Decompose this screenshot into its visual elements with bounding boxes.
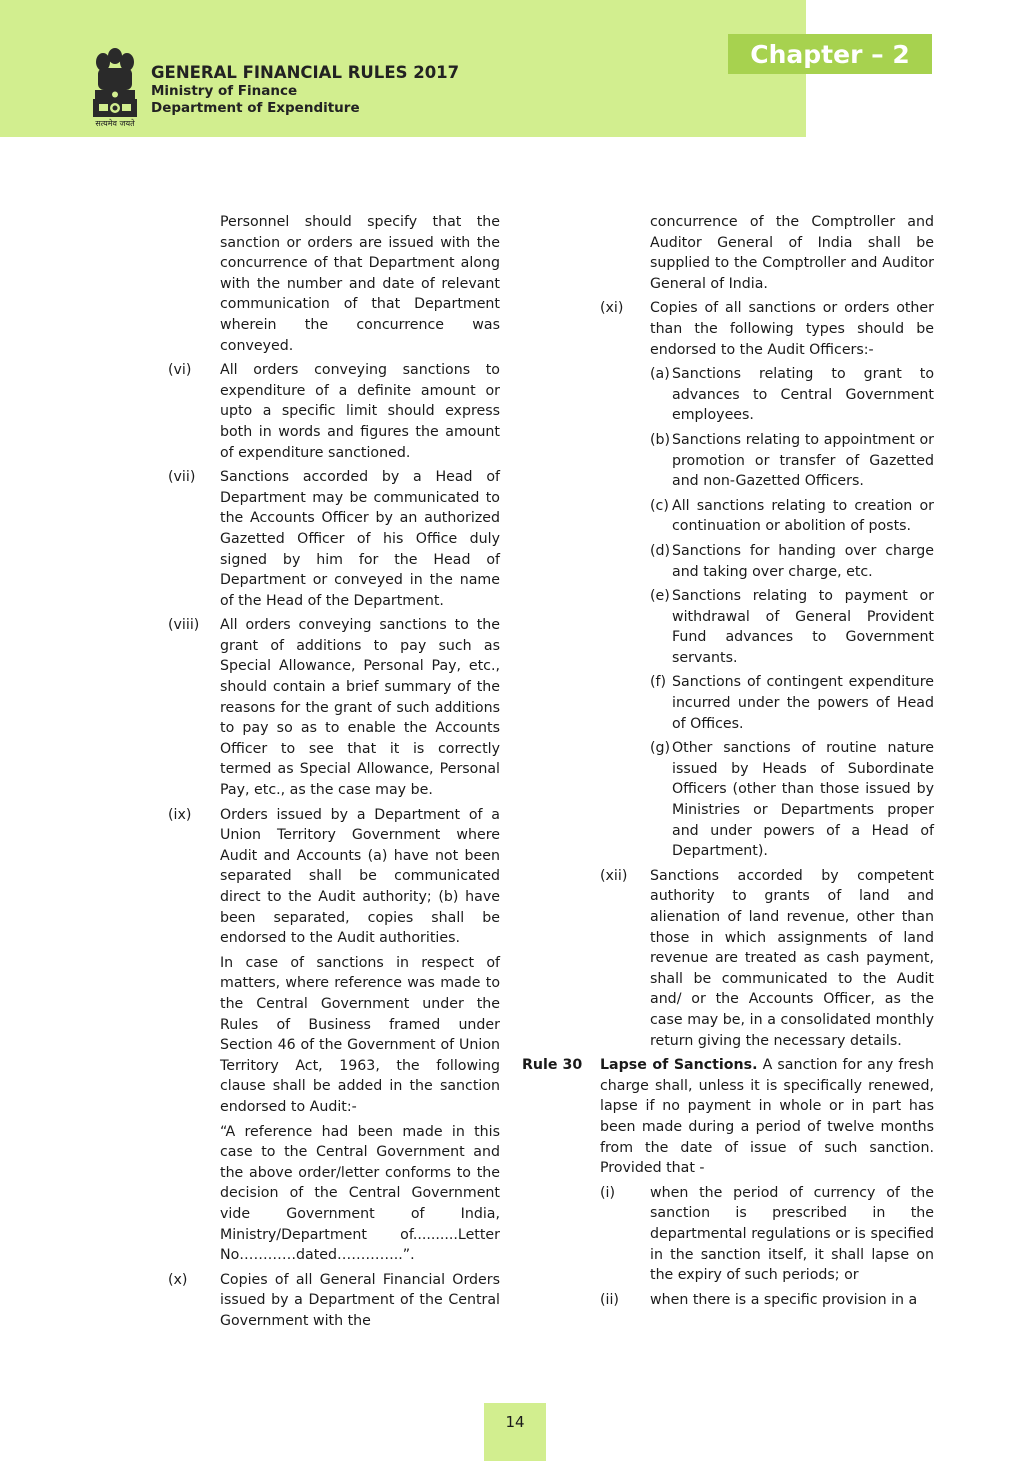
clause-vii [168, 467, 500, 611]
clause-text: All orders conveying sanctions to expenditure of a definite amount or upto a specific limit should express both in words and figures the amount of expenditure sanctioned. [220, 362, 500, 461]
national-emblem-icon [89, 46, 141, 136]
paragraph-v-continuation: Personnel should specify that the sanction or orders are issued with the concurrence of that Department along with the number and date of relevant communication of that Department wherein the concurrence was conveyed. [220, 214, 500, 354]
subclause-d: (d) Sanctions for handing over charge and taking over charge, etc. [650, 542, 934, 580]
clause-number: (ii) [600, 1291, 619, 1308]
ministry-name: Ministry of Finance [151, 83, 298, 99]
subclause-b: (b) Sanctions relating to appointment or promotion or transfer of Gazetted and non-Gazetted Officers. [650, 431, 934, 490]
clause-text: Copies of all sanctions or orders other than the following types should be endorsed to the Audit Officers:- [650, 300, 934, 358]
subclause-c: (c) All sanctions relating to creation or continuation or abolition of posts. [650, 497, 934, 535]
clause-number: (ix) [168, 806, 192, 823]
clause-viii [168, 615, 500, 800]
rule-clause-ii [600, 1290, 934, 1311]
right-column [522, 212, 934, 1314]
rule-text: Lapse of Sanctions. A sanction for any fresh charge shall, unless it is specifically renewed, lapse if no payment in whole or in part has been made during a period of twelve months from the date of issue of such sanction. Provided that - [600, 1057, 934, 1177]
clause-text: Copies of all General Financial Orders issued by a Department of the Central Government with the [220, 1271, 500, 1329]
subclause-a: (a) Sanctions relating to grant to advances to Central Government employees. [650, 366, 934, 424]
clause-number: (x) [168, 1271, 188, 1288]
clause-number: (i) [600, 1184, 616, 1201]
rule-number: Rule 30 [522, 1057, 583, 1074]
clause-ix [168, 805, 500, 949]
clause-text: Sanctions accorded by competent authority to grants of land and alienation of land revenue, other than those in which assignments of land revenue are treated as cash payment, shall be communicated to the Audit and/ or the Accounts Officer, as the case may be, in a consolidated monthly return giving the necessary details. [650, 867, 934, 1049]
clause-x-continuation: concurrence of the Comptroller and Auditor General of India shall be supplied to the Comptroller and Auditor General of India. [650, 214, 934, 292]
left-column [168, 212, 500, 1335]
clause-text: when there is a specific provision in a [650, 1291, 918, 1308]
clause-ix-continuation: In case of sanctions in respect of matters, where reference was made to the Central Government under the Rules of Business framed under Section 46 of the Government of Union Territory Act, 1963, the following clause shall be added in the sanction endorsed to Audit:- [220, 954, 500, 1115]
rule-30 [522, 1055, 934, 1179]
subclause-g: (g) Other sanctions of routine nature issued by Heads of Subordinate Officers (other than those issued by Ministries or Departments proper and under powers of a Head of Department). [650, 740, 934, 860]
clause-text: Orders issued by a Department of a Union Territory Government where Audit and Accounts (a) have not been separated shall be communicated direct to the Audit authority; (b) have been separated, copies shall be endorsed to the Audit authorities. [220, 806, 500, 947]
clause-xi [522, 298, 934, 360]
page-number: 14 [484, 1403, 546, 1461]
emblem-caption: सत्यमेव जयते [95, 119, 135, 128]
clause-number: (xi) [600, 300, 624, 317]
subclause-f: (f) Sanctions of contingent expenditure incurred under the powers of Head of Offices. [650, 674, 934, 732]
chapter-label: Chapter – 2 [728, 34, 932, 74]
rule-heading: Lapse of Sanctions. [600, 1057, 758, 1074]
document-title: GENERAL FINANCIAL RULES 2017 [151, 63, 460, 82]
clause-vi [168, 360, 500, 463]
clause-number: (viii) [168, 617, 200, 634]
department-name: Department of Expenditure [151, 100, 360, 116]
document-header [151, 63, 459, 117]
clause-number: (xii) [600, 867, 628, 884]
clause-xii [522, 866, 934, 1051]
clause-text: All orders conveying sanctions to the grant of additions to pay such as Special Allowance, Personal Pay, etc., should contain a brief summary of the reasons for the grant of such additions to pay so as to enable the Accounts Officer to see that it is correctly termed as Special Allowance, Personal Pay, etc., as the case may be. [220, 617, 500, 799]
rule-clause-i [600, 1183, 934, 1286]
subclause-e: (e) Sanctions relating to payment or withdrawal of General Provident Fund advances to Government servants. [650, 588, 934, 666]
clause-text: Sanctions accorded by a Head of Department may be communicated to the Accounts Officer by an authorized Gazetted Officer of his Office duly signed by him for the Head of Department or conveyed in the name of the Head of the Department. [220, 469, 500, 609]
clause-text: when the period of currency of the sanction is prescribed in the departmental regulations or is specified in the sanction itself, it shall lapse on the expiry of such periods; or [650, 1184, 934, 1284]
clause-ix-quote: “A reference had been made in this case to the Central Government and the above order/letter conforms to the decision of the Central Government vide Government of India, Ministry/Department of..........Letter No…………dated…………..”. [220, 1123, 500, 1264]
clause-x [168, 1270, 500, 1332]
clause-number: (vii) [168, 469, 196, 486]
clause-number: (vi) [168, 362, 192, 379]
